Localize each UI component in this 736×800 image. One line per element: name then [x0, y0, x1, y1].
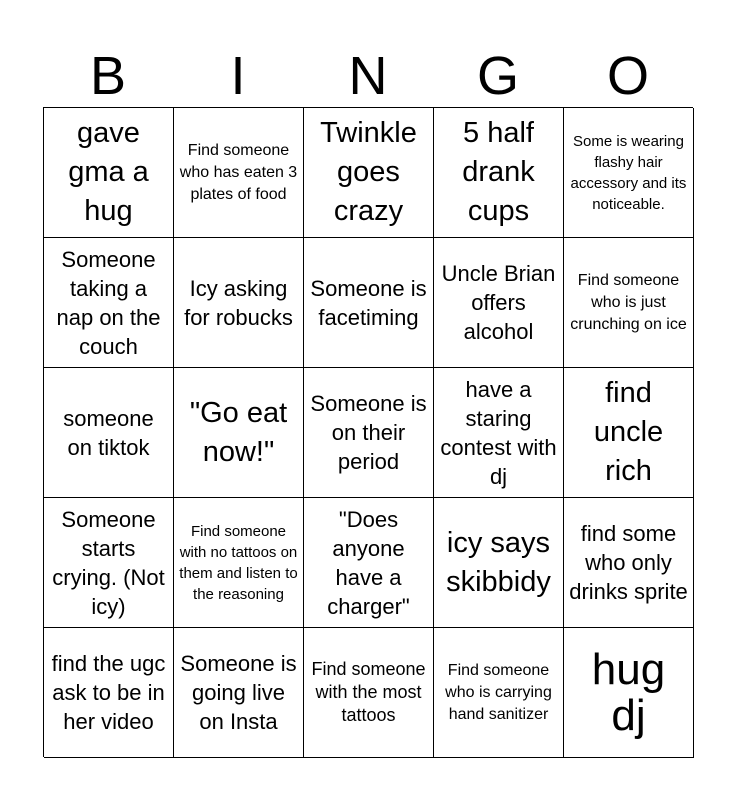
bingo-cell[interactable] [44, 628, 174, 758]
cell-text: Find someone who is just crunching on ice [570, 271, 687, 333]
bingo-cell[interactable] [564, 368, 694, 498]
header-letter-o: O [606, 46, 649, 106]
bingo-cell[interactable] [304, 498, 434, 628]
cell-text: icy says skibbidy [446, 526, 551, 598]
header-letter-g: G [476, 46, 519, 106]
bingo-cell[interactable] [44, 108, 174, 238]
cell-text: find uncle rich [593, 377, 664, 487]
cell-text: "Go eat now!" [189, 396, 288, 468]
cell-text: 5 half drank cups [462, 117, 535, 227]
cell-text: Find someone who has eaten 3 plates of food [179, 141, 298, 203]
cell-text: Icy asking for robucks [184, 275, 293, 330]
bingo-cell[interactable] [564, 628, 694, 758]
header-letter-i: I [230, 46, 246, 106]
bingo-cell[interactable] [174, 108, 304, 238]
cell-text: Twinkle goes crazy [320, 117, 417, 227]
cell-text: gave gma a hug [68, 117, 149, 227]
cell-text: Find someone with no tattoos on them and listen to the reasoning [179, 522, 298, 603]
cell-text: Find someone with the most tattoos [311, 659, 426, 725]
bingo-cell[interactable] [304, 108, 434, 238]
cell-text: Someone starts crying. (Not icy) [52, 506, 165, 619]
bingo-cell[interactable] [304, 238, 434, 368]
bingo-cell[interactable] [434, 108, 564, 238]
bingo-cell[interactable] [44, 238, 174, 368]
cell-text: Find someone who is carrying hand sanitizer [445, 661, 552, 723]
bingo-cell[interactable] [44, 498, 174, 628]
header-letter-b: B [89, 46, 127, 106]
cell-text: Someone is facetiming [310, 275, 427, 330]
bingo-cell[interactable] [44, 368, 174, 498]
bingo-cell[interactable] [434, 368, 564, 498]
bingo-cell[interactable] [434, 628, 564, 758]
bingo-cell[interactable] [434, 238, 564, 368]
cell-text: Someone is going live on Insta [180, 651, 297, 734]
cell-text: find the ugc ask to be in her video [51, 651, 166, 734]
cell-text: Someone is on their period [310, 391, 427, 474]
cell-text: find some who only drinks sprite [569, 521, 688, 604]
bingo-cell[interactable] [174, 368, 304, 498]
cell-text: have a staring contest with dj [440, 376, 557, 489]
cell-text: Some is wearing flashy hair accessory and its noticeable. [570, 132, 687, 213]
header-letter-n: N [348, 46, 388, 106]
bingo-cell[interactable] [434, 498, 564, 628]
bingo-header [43, 44, 693, 108]
bingo-cell[interactable] [174, 238, 304, 368]
bingo-cell[interactable] [174, 628, 304, 758]
cell-text: Uncle Brian offers alcohol [441, 261, 556, 344]
bingo-cell[interactable] [564, 498, 694, 628]
cell-text: hug dj [591, 644, 666, 740]
bingo-cell[interactable] [304, 368, 434, 498]
bingo-cell[interactable] [564, 108, 694, 238]
bingo-cell[interactable] [304, 628, 434, 758]
bingo-cell[interactable] [564, 238, 694, 368]
bingo-grid [43, 107, 693, 757]
cell-text: Someone taking a nap on the couch [56, 246, 161, 359]
cell-text: someone on tiktok [63, 405, 154, 460]
cell-text: "Does anyone have a charger" [327, 506, 410, 619]
bingo-cell[interactable] [174, 498, 304, 628]
